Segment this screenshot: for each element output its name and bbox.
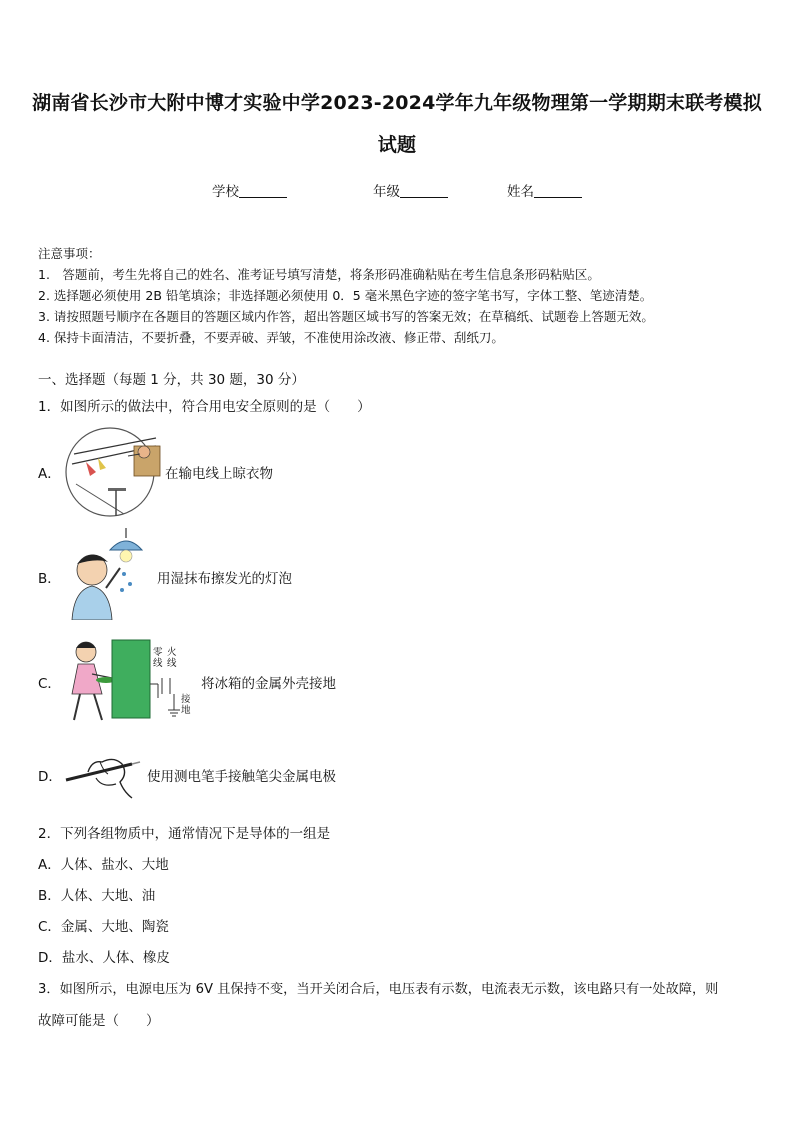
name-field	[507, 180, 582, 200]
q1-option-d-text: 使用测电笔手接触笔尖金属电极	[147, 769, 336, 785]
page-title: 湖南省长沙市大附中博才实验中学2023-2024学年九年级物理第一学期期末联考模拟	[32, 92, 762, 114]
q1-option-a-figure	[64, 424, 164, 520]
notes-heading: 注意事项：	[38, 246, 101, 261]
q2-option-b: B．人体、大地、油	[38, 888, 156, 904]
q2-option-a: A．人体、盐水、大地	[38, 857, 169, 873]
school-field	[212, 180, 287, 200]
question-2-stem: 2．下列各组物质中，通常情况下是导体的一组是	[38, 826, 331, 842]
question-3-stem: 3．如图所示，电源电压为 6V 且保持不变，当开关闭合后，电压表有示数，电流表无示数，该电路只有一处故障，则	[38, 982, 719, 997]
note-item-2: 2. 选择题必须使用 2B 铅笔填涂；非选择题必须使用 0．5 毫米黑色字迹的签字笔书写，字体工整、笔迹清楚。	[38, 288, 653, 303]
note-item-4: 4. 保持卡面清洁，不要折叠，不要弄破、弄皱，不准使用涂改液、修正带、刮纸刀。	[38, 330, 504, 345]
grade-blank	[400, 183, 448, 198]
question-3-stem-continued: 故障可能是（ ）	[38, 1013, 160, 1029]
note-item-1: 1. 答题前，考生先将自己的姓名、准考证号填写清楚，将条形码准确粘贴在考生信息条形码粘贴区。	[38, 267, 600, 282]
school-blank	[239, 183, 287, 198]
q1-option-a-letter: A．	[38, 466, 61, 482]
q1-option-c-text: 将冰箱的金属外壳接地	[201, 676, 336, 692]
q1-option-d-letter: D．	[38, 769, 62, 785]
q1-option-c-letter: C．	[38, 676, 61, 692]
q1-option-b-text: 用湿抹布擦发光的灯泡	[157, 571, 292, 587]
q1-option-a-text: 在输电线上晾衣物	[165, 466, 273, 482]
q1-option-d-figure	[62, 748, 142, 804]
q1-option-b-figure	[62, 528, 152, 620]
q2-option-c: C．金属、大地、陶瓷	[38, 919, 169, 935]
grade-label: 年级	[373, 184, 400, 200]
note-item-3: 3. 请按照题号顺序在各题目的答题区域内作答，超出答题区域书写的答案无效；在草稿纸、试题卷上答题无效。	[38, 309, 654, 324]
q2-option-d: D．盐水、人体、橡皮	[38, 950, 170, 966]
school-label: 学校	[212, 184, 239, 200]
page-title-continued: 试题	[377, 134, 417, 156]
name-label: 姓名	[507, 184, 534, 200]
question-1-stem: 1．如图所示的做法中，符合用电安全原则的是（ ）	[38, 399, 371, 415]
q1-option-c-live-label: 火线	[167, 647, 177, 669]
q1-option-c-ground-label: 接地	[181, 694, 191, 716]
section-heading: 一、选择题（每题 1 分，共 30 题，30 分）	[38, 372, 305, 388]
name-blank	[534, 183, 582, 198]
q1-option-c-neutral-label: 零线	[153, 647, 163, 669]
grade-field	[373, 180, 448, 200]
q1-option-b-letter: B．	[38, 571, 61, 587]
